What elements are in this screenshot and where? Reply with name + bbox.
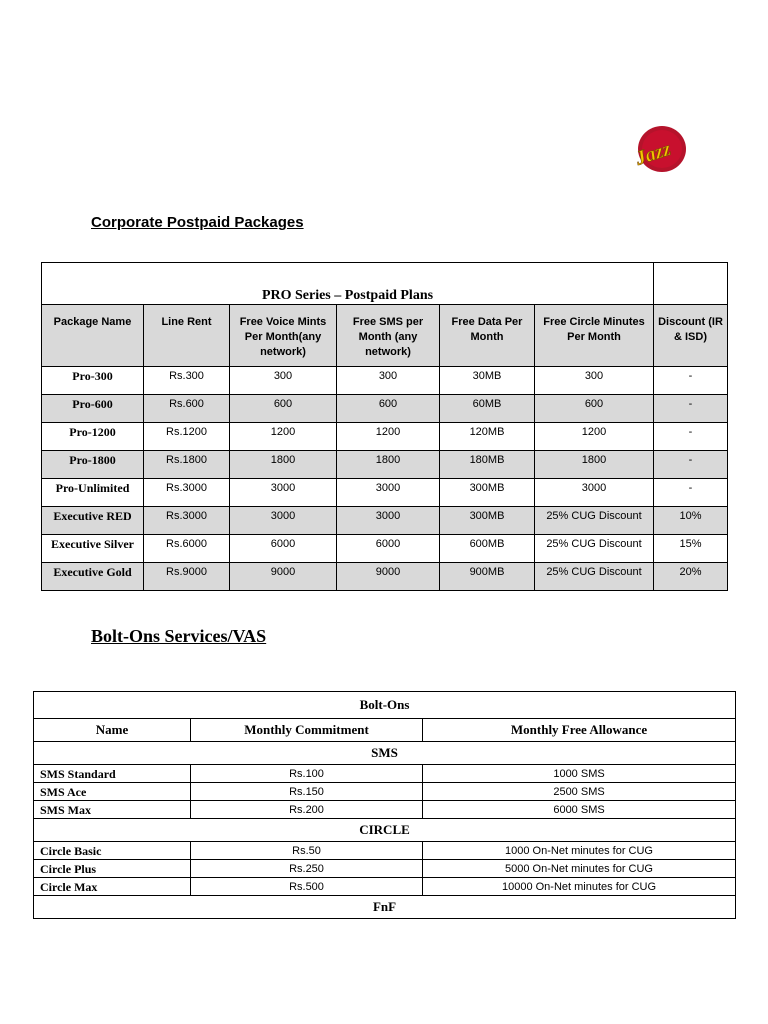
pro-table-cell: 3000 — [337, 479, 440, 507]
package-name-cell: Executive Silver — [42, 535, 144, 563]
package-name-cell: Executive Gold — [42, 563, 144, 591]
pro-table-cell: 10% — [654, 507, 728, 535]
pro-header-cell: Line Rent — [144, 305, 230, 367]
bolt-table-cell: Rs.500 — [191, 878, 423, 896]
bolt-table-cell: Rs.200 — [191, 801, 423, 819]
bolt-table-title: Bolt-Ons — [34, 692, 736, 719]
bolt-name-cell: SMS Max — [34, 801, 191, 819]
pro-table-cell: 9000 — [230, 563, 337, 591]
pro-table-row — [42, 451, 728, 479]
pro-table-cell: Rs.6000 — [144, 535, 230, 563]
pro-header-cell: Free Data Per Month — [440, 305, 535, 367]
bolt-table-cell: 5000 On-Net minutes for CUG — [423, 860, 736, 878]
pro-table-cell: 6000 — [337, 535, 440, 563]
package-name-cell: Pro-1200 — [42, 423, 144, 451]
pro-table-title-blank — [654, 263, 728, 305]
svg-text:Jazz: Jazz — [632, 137, 674, 170]
bolt-heading: Bolt-Ons Services/VAS — [91, 626, 267, 646]
pro-table-cell: 900MB — [440, 563, 535, 591]
pro-table-cell: - — [654, 451, 728, 479]
pro-table-cell: Rs.600 — [144, 395, 230, 423]
pro-table-cell: 20% — [654, 563, 728, 591]
pro-table-cell: Rs.9000 — [144, 563, 230, 591]
bolt-table-row — [34, 783, 736, 801]
pro-table-row — [42, 479, 728, 507]
pro-table-cell: 180MB — [440, 451, 535, 479]
pro-table-cell: 300 — [230, 367, 337, 395]
pro-table-cell: 120MB — [440, 423, 535, 451]
pro-table-row — [42, 367, 728, 395]
pro-table-cell: - — [654, 423, 728, 451]
pro-table-cell: Rs.3000 — [144, 479, 230, 507]
pro-table-row — [42, 535, 728, 563]
pro-table-cell: 300MB — [440, 507, 535, 535]
pro-table-cell: 600 — [230, 395, 337, 423]
pro-table-cell: Rs.1800 — [144, 451, 230, 479]
pro-table-cell: Rs.1200 — [144, 423, 230, 451]
pro-table-cell: 1800 — [535, 451, 654, 479]
bolt-name-cell: SMS Ace — [34, 783, 191, 801]
pro-table-cell: - — [654, 479, 728, 507]
bolt-header-row — [34, 719, 736, 742]
bolt-table-row — [34, 801, 736, 819]
bolt-table-row — [34, 860, 736, 878]
bolt-name-cell: SMS Standard — [34, 765, 191, 783]
pro-table-row — [42, 507, 728, 535]
bolt-table-row — [34, 878, 736, 896]
pro-header-cell: Free Circle Minutes Per Month — [535, 305, 654, 367]
pro-table-cell: 25% CUG Discount — [535, 535, 654, 563]
pro-table-cell: Rs.3000 — [144, 507, 230, 535]
bolt-table-cell: Rs.250 — [191, 860, 423, 878]
bolt-section-row — [34, 819, 736, 842]
pro-table-cell: 15% — [654, 535, 728, 563]
pro-table-cell: 25% CUG Discount — [535, 563, 654, 591]
pro-table-cell: 3000 — [337, 507, 440, 535]
pro-header-cell: Free SMS per Month (any network) — [337, 305, 440, 367]
pro-header-cell: Free Voice Mints Per Month(any network) — [230, 305, 337, 367]
pro-table-title: PRO Series – Postpaid Plans — [42, 263, 654, 305]
pro-table-cell: - — [654, 367, 728, 395]
pro-header-cell: Discount (IR & ISD) — [654, 305, 728, 367]
pro-table-cell: 600MB — [440, 535, 535, 563]
package-name-cell: Pro-300 — [42, 367, 144, 395]
bolt-table-cell: 6000 SMS — [423, 801, 736, 819]
pro-table-cell: 30MB — [440, 367, 535, 395]
package-name-cell: Pro-Unlimited — [42, 479, 144, 507]
bolt-table-cell: 2500 SMS — [423, 783, 736, 801]
pro-table-cell: 1200 — [535, 423, 654, 451]
bolt-header-cell: Monthly Commitment — [191, 719, 423, 742]
pro-table-row — [42, 423, 728, 451]
bolt-name-cell: Circle Basic — [34, 842, 191, 860]
bolt-section-title: FnF — [34, 896, 736, 919]
pro-table-header-row — [42, 305, 728, 367]
bolt-table-cell: 1000 SMS — [423, 765, 736, 783]
bolt-header-cell: Name — [34, 719, 191, 742]
bolt-ons-table — [33, 691, 736, 919]
pro-table-cell: 1800 — [230, 451, 337, 479]
bolt-section-title: SMS — [34, 742, 736, 765]
pro-table-cell: 300 — [337, 367, 440, 395]
pro-table-cell: 1200 — [337, 423, 440, 451]
pro-table-cell: 3000 — [535, 479, 654, 507]
pro-table-cell: 6000 — [230, 535, 337, 563]
pro-table-cell: 3000 — [230, 507, 337, 535]
bolt-section-title: CIRCLE — [34, 819, 736, 842]
pro-series-table — [41, 262, 728, 591]
pro-header-cell: Package Name — [42, 305, 144, 367]
pro-table-cell: 600 — [535, 395, 654, 423]
package-name-cell: Executive RED — [42, 507, 144, 535]
pro-table-cell: 300MB — [440, 479, 535, 507]
bolt-table-cell: Rs.50 — [191, 842, 423, 860]
pro-table-cell: 1200 — [230, 423, 337, 451]
bolt-table-cell: 1000 On-Net minutes for CUG — [423, 842, 736, 860]
pro-table-cell: Rs.300 — [144, 367, 230, 395]
pro-table-cell: 9000 — [337, 563, 440, 591]
pro-table-cell: 600 — [337, 395, 440, 423]
package-name-cell: Pro-1800 — [42, 451, 144, 479]
bolt-table-row — [34, 765, 736, 783]
pro-table-cell: - — [654, 395, 728, 423]
bolt-name-cell: Circle Max — [34, 878, 191, 896]
bolt-section-row — [34, 896, 736, 919]
package-name-cell: Pro-600 — [42, 395, 144, 423]
pro-table-cell: 60MB — [440, 395, 535, 423]
bolt-header-cell: Monthly Free Allowance — [423, 719, 736, 742]
pro-table-row — [42, 395, 728, 423]
pro-table-cell: 3000 — [230, 479, 337, 507]
pro-table-cell: 300 — [535, 367, 654, 395]
pro-table-cell: 1800 — [337, 451, 440, 479]
bolt-table-cell: 10000 On-Net minutes for CUG — [423, 878, 736, 896]
bolt-table-cell: Rs.150 — [191, 783, 423, 801]
corporate-heading: Corporate Postpaid Packages — [91, 214, 304, 231]
bolt-table-row — [34, 842, 736, 860]
pro-table-cell: 25% CUG Discount — [535, 507, 654, 535]
bolt-section-row — [34, 742, 736, 765]
pro-table-row — [42, 563, 728, 591]
jazz-logo — [629, 124, 691, 176]
bolt-name-cell: Circle Plus — [34, 860, 191, 878]
bolt-table-cell: Rs.100 — [191, 765, 423, 783]
